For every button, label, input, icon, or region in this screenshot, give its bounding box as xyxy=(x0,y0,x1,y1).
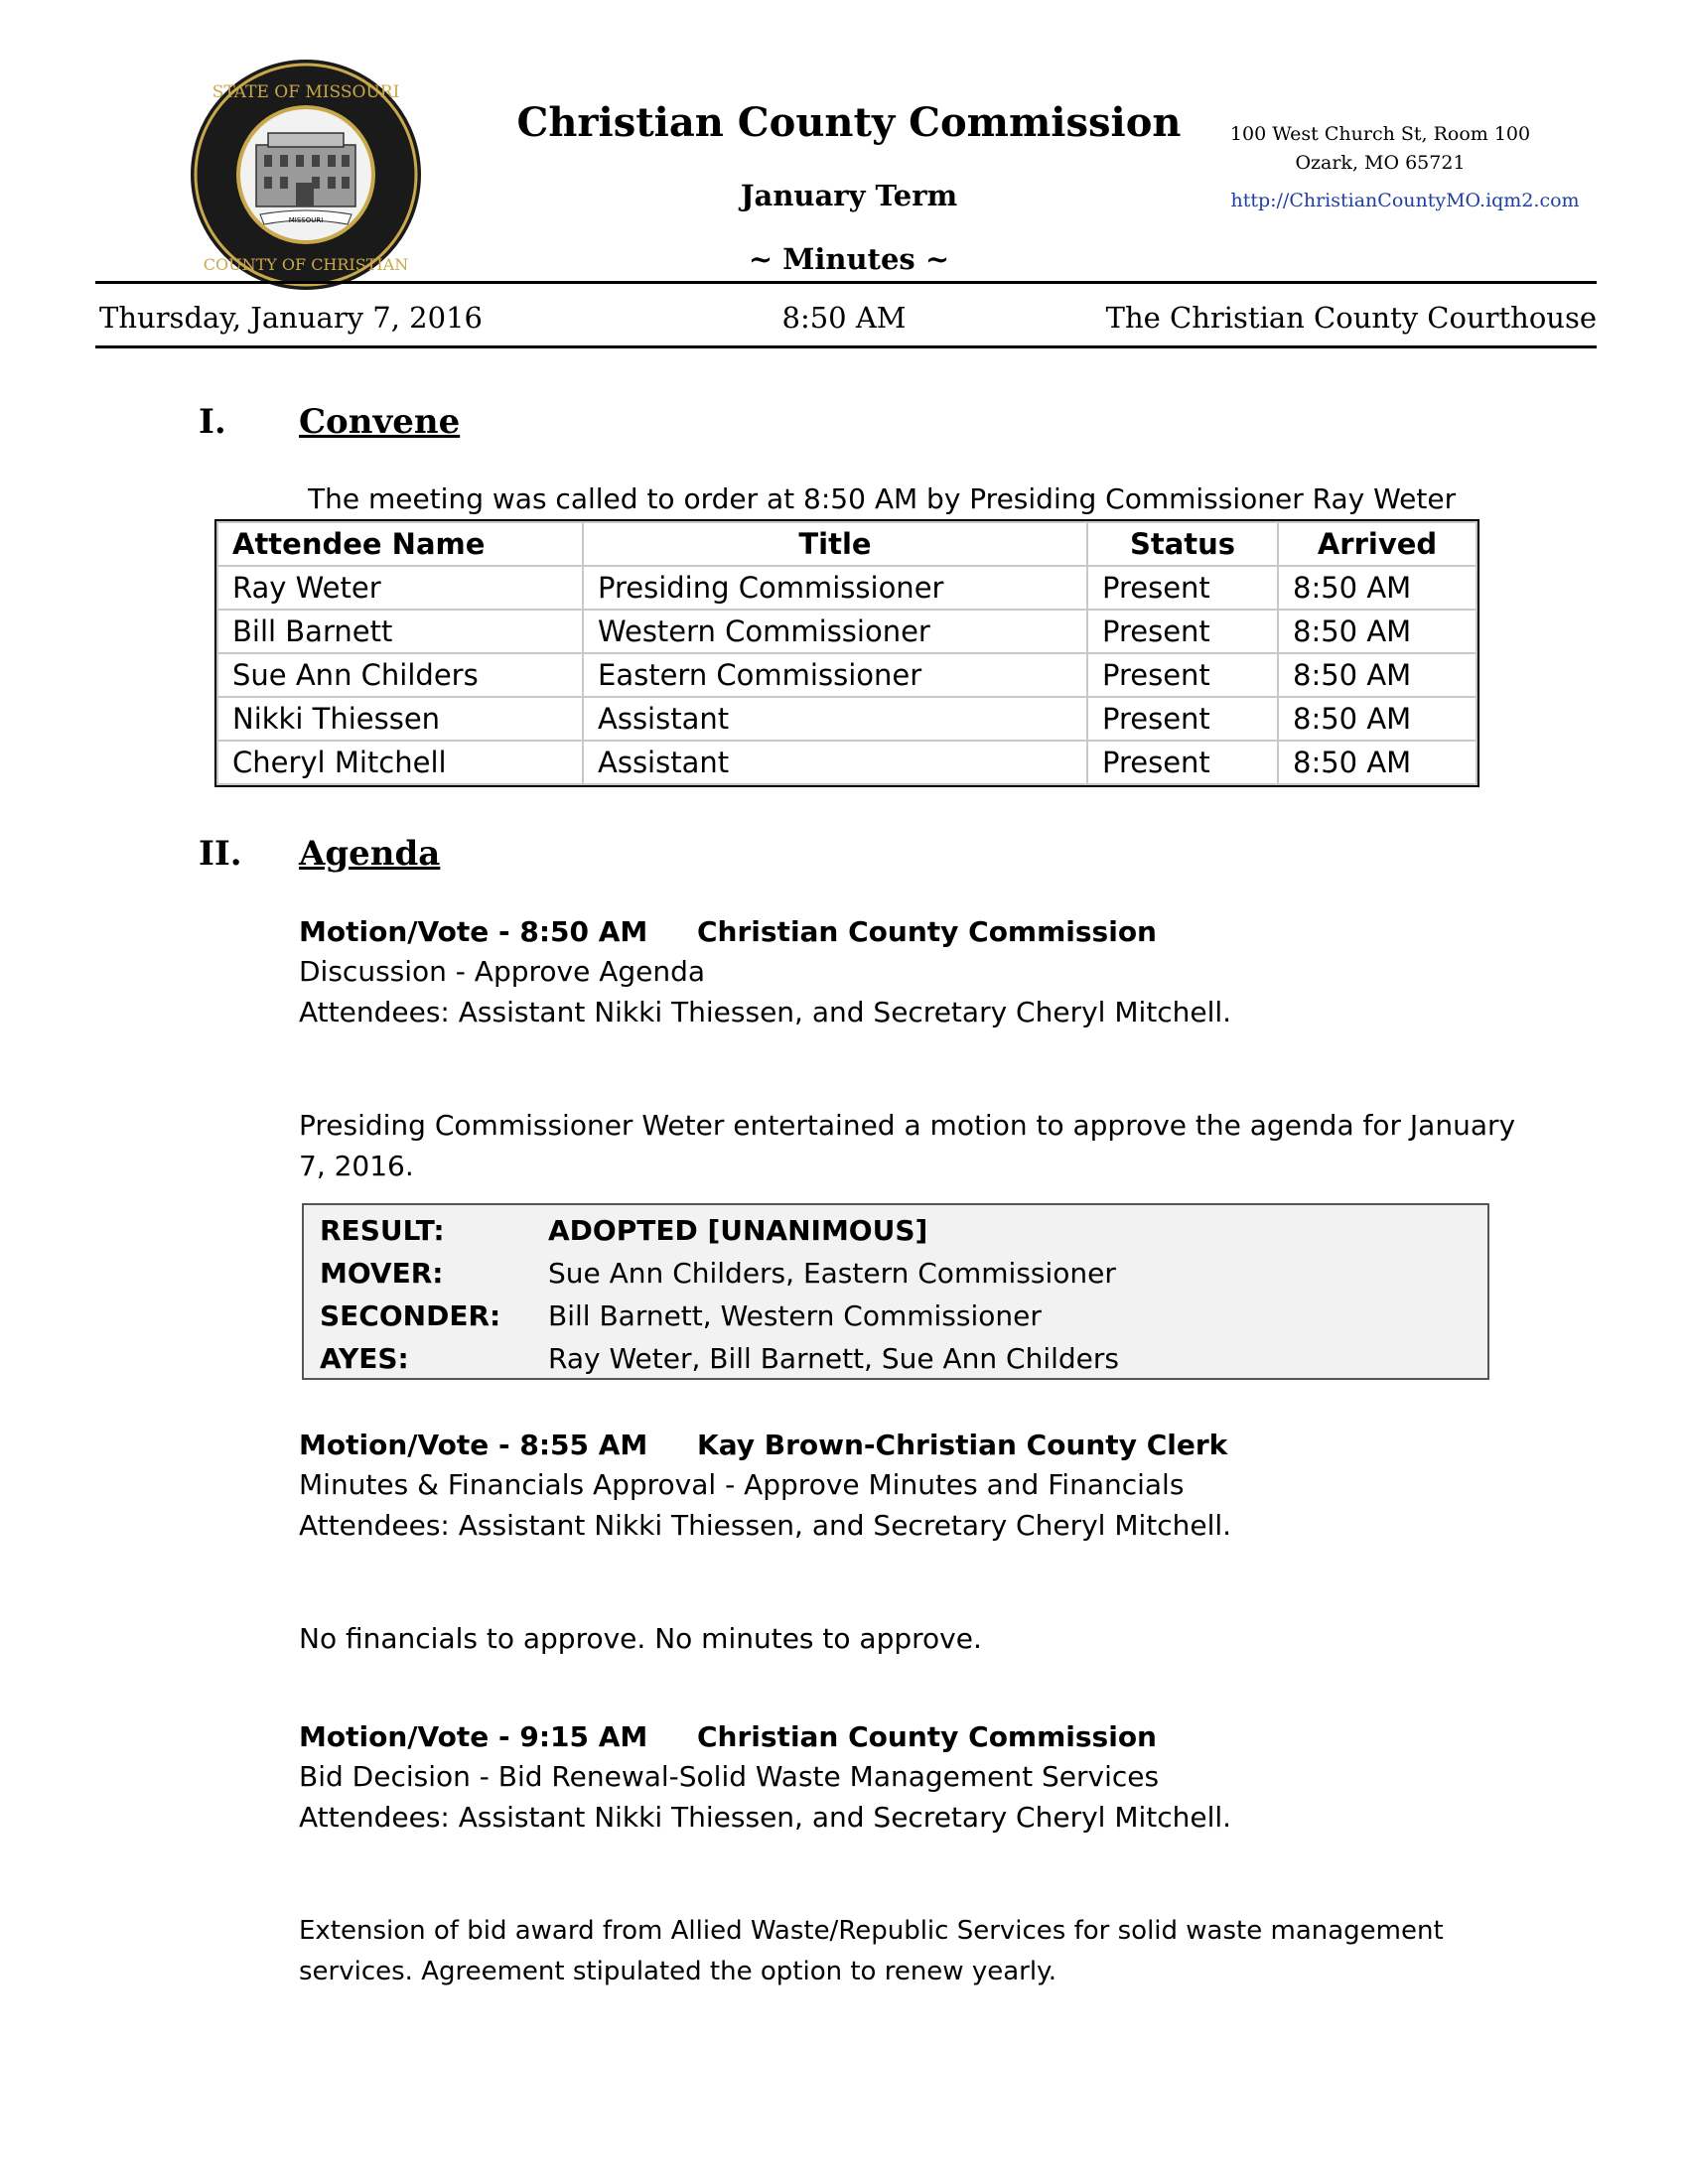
motion-attendees: Attendees: Assistant Nikki Thiessen, and Secretary Cheryl Mitchell. xyxy=(299,1801,1232,1834)
table-row xyxy=(217,566,1477,610)
header-bottom-rule xyxy=(95,345,1597,348)
column-header-name: Attendee Name xyxy=(217,522,583,566)
section-number-convene: I. xyxy=(199,402,226,442)
attendee-status: Present xyxy=(1087,566,1278,610)
convene-intro: The meeting was called to order at 8:50 AM by Presiding Commissioner Ray Weter xyxy=(308,482,1457,515)
table-row xyxy=(217,610,1477,653)
table-row xyxy=(217,697,1477,741)
motion-note: No financials to approve. No minutes to approve. xyxy=(299,1622,982,1655)
attendee-arrived: 8:50 AM xyxy=(1278,610,1477,653)
attendee-name: Ray Weter xyxy=(217,566,583,610)
attendee-name: Nikki Thiessen xyxy=(217,697,583,741)
attendee-title: Eastern Commissioner xyxy=(583,653,1087,697)
result-label: RESULT: xyxy=(320,1214,445,1247)
motion-presenter: Kay Brown-Christian County Clerk xyxy=(697,1429,1228,1461)
address-line-1: 100 West Church St, Room 100 xyxy=(1229,123,1531,145)
motion-note-continued: 7, 2016. xyxy=(299,1150,414,1182)
attendee-arrived: 8:50 AM xyxy=(1278,741,1477,784)
seal-banner-text: MISSOURI xyxy=(288,216,324,224)
seconder-value: Bill Barnett, Western Commissioner xyxy=(548,1299,1042,1332)
motion-discussion: Minutes & Financials Approval - Approve Minutes and Financials xyxy=(299,1468,1185,1501)
motion-presenter: Christian County Commission xyxy=(697,915,1157,948)
county-seal-logo xyxy=(189,58,423,292)
column-header-title: Title xyxy=(583,522,1087,566)
motion-time: Motion/Vote - 8:50 AM xyxy=(299,915,648,948)
term-label: January Term xyxy=(740,179,958,212)
attendee-title: Western Commissioner xyxy=(583,610,1087,653)
column-header-status: Status xyxy=(1087,522,1278,566)
attendee-arrived: 8:50 AM xyxy=(1278,566,1477,610)
attendee-title: Presiding Commissioner xyxy=(583,566,1087,610)
attendee-title: Assistant xyxy=(583,697,1087,741)
address-line-2: Ozark, MO 65721 xyxy=(1295,152,1466,174)
meeting-location: The Christian County Courthouse xyxy=(1105,301,1597,335)
seconder-label: SECONDER: xyxy=(320,1299,501,1332)
ayes-label: AYES: xyxy=(320,1342,409,1375)
mover-label: MOVER: xyxy=(320,1257,444,1290)
attendee-status: Present xyxy=(1087,610,1278,653)
motion-time: Motion/Vote - 8:55 AM xyxy=(299,1429,648,1461)
seal-outer-text: STATE OF MISSOURI xyxy=(211,82,400,102)
section-title-convene: Convene xyxy=(299,402,461,442)
meeting-date: Thursday, January 7, 2016 xyxy=(99,301,483,335)
motion-discussion: Bid Decision - Bid Renewal-Solid Waste Management Services xyxy=(299,1760,1160,1793)
attendee-arrived: 8:50 AM xyxy=(1278,653,1477,697)
attendee-status: Present xyxy=(1087,697,1278,741)
column-header-arrived: Arrived xyxy=(1278,522,1477,566)
result-value: ADOPTED [UNANIMOUS] xyxy=(548,1214,928,1247)
header-top-rule xyxy=(95,281,1597,284)
attendee-status: Present xyxy=(1087,653,1278,697)
motion-time: Motion/Vote - 9:15 AM xyxy=(299,1720,648,1753)
section-title-agenda: Agenda xyxy=(299,834,441,874)
attendee-name: Cheryl Mitchell xyxy=(217,741,583,784)
mover-value: Sue Ann Childers, Eastern Commissioner xyxy=(548,1257,1116,1290)
attendee-name: Sue Ann Childers xyxy=(217,653,583,697)
vote-result-box xyxy=(302,1203,1489,1380)
motion-attendees: Attendees: Assistant Nikki Thiessen, and Secretary Cheryl Mitchell. xyxy=(299,996,1232,1028)
minutes-label: ~ Minutes ~ xyxy=(748,242,950,276)
ayes-value: Ray Weter, Bill Barnett, Sue Ann Childers xyxy=(548,1342,1119,1375)
table-row xyxy=(217,741,1477,784)
motion-attendees: Attendees: Assistant Nikki Thiessen, and Secretary Cheryl Mitchell. xyxy=(299,1509,1232,1542)
meeting-time: 8:50 AM xyxy=(781,301,907,335)
attendee-table-header xyxy=(217,522,1477,566)
motion-note: Extension of bid award from Allied Waste/Republic Services for solid waste management xyxy=(299,1916,1444,1946)
table-row xyxy=(217,653,1477,697)
attendee-table xyxy=(216,521,1477,785)
seal-inner-text: COUNTY OF CHRISTIAN xyxy=(203,255,409,274)
section-number-agenda: II. xyxy=(199,834,242,874)
document-title: Christian County Commission xyxy=(516,99,1182,146)
motion-note: Presiding Commissioner Weter entertained a motion to approve the agenda for January xyxy=(299,1109,1516,1142)
attendee-name: Bill Barnett xyxy=(217,610,583,653)
motion-discussion: Discussion - Approve Agenda xyxy=(299,955,706,988)
motion-presenter: Christian County Commission xyxy=(697,1720,1157,1753)
attendee-status: Present xyxy=(1087,741,1278,784)
motion-note-continued: services. Agreement stipulated the option to renew yearly. xyxy=(299,1957,1057,1986)
website-link[interactable]: http://ChristianCountyMO.iqm2.com xyxy=(1230,190,1580,211)
attendee-arrived: 8:50 AM xyxy=(1278,697,1477,741)
attendee-title: Assistant xyxy=(583,741,1087,784)
